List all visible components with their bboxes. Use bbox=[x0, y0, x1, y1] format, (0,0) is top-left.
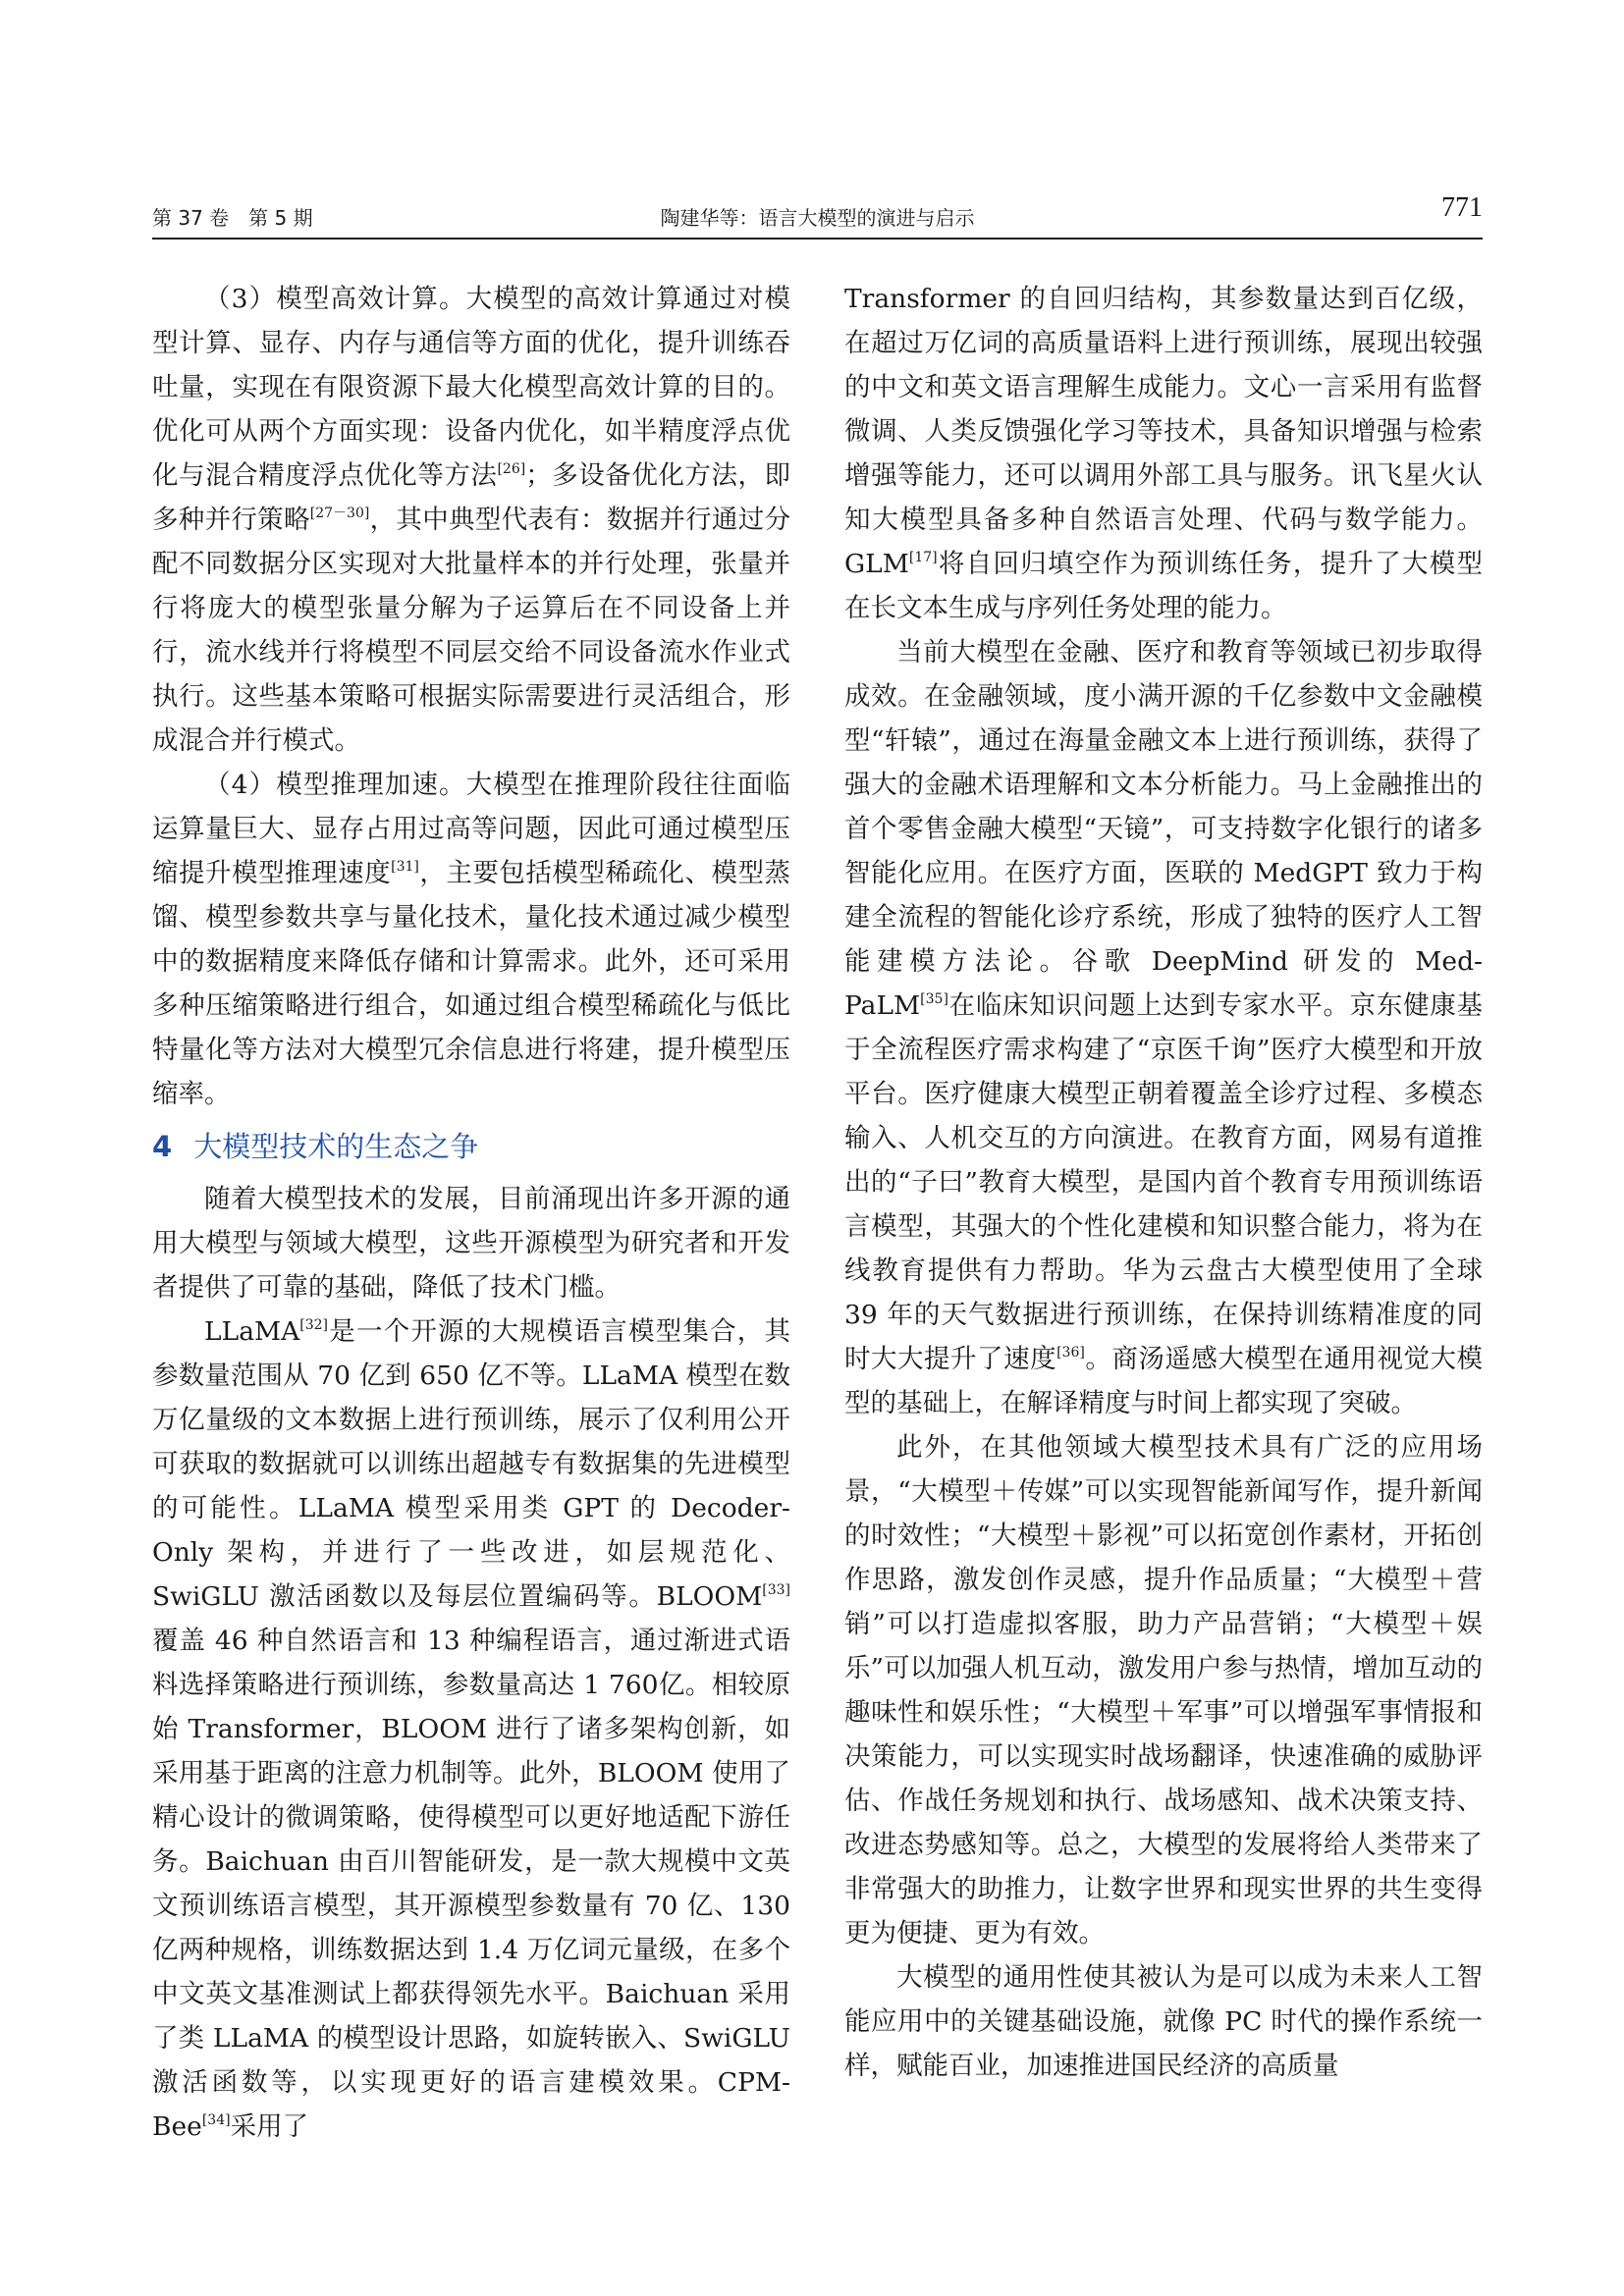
paragraph-other-applications: 此外，在其他领域大模型技术具有广泛的应用场景，“大模型＋传媒”可以实现智能新闻写作，提升新闻的时效性；“大模型＋影视”可以拓宽创作素材，开拓创作思路，激发创作灵感，提升作品质量；“大模型＋营销”可以打造虚拟客服，助力产品营销；“大模型＋娱乐”可以加强人机互动，激发用户参与热情，增加互动的趣味性和娱乐性；“大模型＋军事”可以增强军事情报和决策能力，可以实现实时战场翻译，快速准确的威胁评估、作战任务规划和执行、战场感知、战术决策支持、改进态势感知等。总之，大模型的发展将给人类带来了非常强大的助推力，让数字世界和现实世界的共生变得更为便捷、更为有效。 bbox=[844, 1432, 1483, 1949]
section-number: 4 bbox=[152, 1130, 173, 1163]
text-span: 。商汤遥感大模型在通用视觉大模型的基础上，在解译精度与时间上都实现了突破。 bbox=[844, 1344, 1484, 1418]
page-number: 771 bbox=[1441, 192, 1483, 223]
citation: [26] bbox=[497, 460, 526, 477]
text-span: 在临床知识问题上达到专家水平。京东健康基于全流程医疗需求构建了“京医千询”医疗大模型和开放平台。医疗健康大模型正朝着覆盖全诊疗过程、多模态输入、人机交互的方向演进。在教育方面，网易有道推出的“子曰”教育大模型，是国内首个教育专用预训练语言模型，其强大的个性化建模和知识整合能力，将为在线教育提供有力帮助。华为云盘古大模型使用了全球 39 年的天气数据进行预训练，在保持训练精准度的同时大大提升了速度 bbox=[844, 990, 1483, 1374]
citation: [17] bbox=[908, 549, 938, 565]
citation: [35] bbox=[920, 990, 948, 1007]
paragraph-inference-acceleration bbox=[152, 763, 790, 1116]
left-column bbox=[152, 277, 790, 2149]
text-span: LLaMA bbox=[204, 1316, 300, 1347]
text-span: ；多设备优化方法，即多种并行策略 bbox=[152, 460, 791, 535]
right-column bbox=[844, 277, 1483, 2088]
running-header bbox=[152, 192, 1483, 240]
text-span: （3）模型高效计算。大模型的高效计算通过对模型计算、显存、内存与通信等方面的优化，提升训练吞吐量，实现在有限资源下最大化模型高效计算的目的。优化可从两个方面实现：设备内优化，如半精度浮点优化与混合精度浮点优化等方法 bbox=[152, 284, 790, 491]
text-span: （4）模型推理加速。大模型在推理阶段往往面临运算量巨大、显存占用过高等问题，因此可通过模型压缩提升模型推理速度 bbox=[152, 770, 790, 888]
text-span: ，主要包括模型稀疏化、模型蒸馏、模型参数共享与量化技术，量化技术通过减少模型中的数据精度来降低存储和计算需求。此外，还可采用多种压缩策略进行组合，如通过组合模型稀疏化与低比特量化等方法对大模型冗余信息进行将建，提升模型压缩率。 bbox=[152, 858, 791, 1109]
citation: [34] bbox=[201, 2111, 231, 2128]
section-heading bbox=[152, 1122, 790, 1171]
section-title: 大模型技术的生态之争 bbox=[193, 1130, 479, 1163]
paragraph-infrastructure: 大模型的通用性使其被认为是可以成为未来人工智能应用中的关键基础设施，就像 PC 时代的操作系统一样，赋能百业，加速推进国民经济的高质量 bbox=[844, 1962, 1483, 2081]
citation: [36] bbox=[1056, 1344, 1085, 1361]
text-span: 将自回归填空作为预训练任务，提升了大模型在长文本生成与序列任务处理的能力。 bbox=[844, 549, 1483, 623]
citation: [31] bbox=[391, 858, 419, 875]
text-span: 覆盖 46 种自然语言和 13 种编程语言，通过渐进式语料选择策略进行预训练，参数量高达 1 760亿。相较原始 Transformer，BLOOM 进行了诸多架构创新，如采用基于距离的注意力机制等。此外，BLOOM 使用了精心设计的微调策略，使得模型可以更好地适配下游任务。Baichuan 由百川智能研发，是一款大规模中文英文预训练语言模型，其开源模型参数量有 70 亿、130 亿两种规格，训练数据达到 1.4 万亿词元量级，在多个中文英文基准测试上都获得领先水平。Baichuan 采用了类 LLaMA 的模型设计思路，如旋转嵌入、SwiGLU 激活函数等，以实现更好的语言建模效果。CPM-Bee bbox=[152, 1626, 790, 2142]
paragraph-domain-models bbox=[844, 630, 1483, 1425]
text-span: 当前大模型在金融、医疗和教育等领域已初步取得成效。在金融领域，度小满开源的千亿参数中文金融模型“轩辕”，通过在海量金融文本上进行预训练，获得了强大的金融术语理解和文本分析能力。马上金融推出的首个零售金融大模型“天镜”，可支持数字化银行的诸多智能化应用。在医疗方面，医联的 MedGPT 致力于构建全流程的智能化诊疗系统，形成了独特的医疗人工智能建模方法论。谷歌 DeepMind 研发的 Med-PaLM bbox=[844, 637, 1483, 1021]
citation: [32] bbox=[299, 1316, 329, 1333]
text-span: 是一个开源的大规模语言模型集合，其参数量范围从 70 亿到 650 亿不等。LLaMA 模型在数万亿量级的文本数据上进行预训练，展示了仅利用公开可获取的数据就可以训练出超越专有数据集的先进模型的可能性。LLaMA 模型采用类 GPT 的 Decoder-Only 架构，并进行了一些改进，如层规范化、SwiGLU 激活函数以及每层位置编码等。BLOOM bbox=[152, 1316, 790, 1612]
paragraph-open-models-continued bbox=[844, 277, 1483, 630]
paragraph-open-models bbox=[152, 1309, 790, 2149]
text-span: 采用了 bbox=[230, 2111, 309, 2142]
paragraph-efficient-compute bbox=[152, 277, 790, 763]
paragraph-ecosystem-intro: 随着大模型技术的发展，目前涌现出许多开源的通用大模型与领域大模型，这些开源模型为研究者和开发者提供了可靠的基础，降低了技术门槛。 bbox=[152, 1184, 790, 1303]
text-span: ，其中典型代表有：数据并行通过分配不同数据分区实现对大批量样本的并行处理，张量并行将庞大的模型张量分解为子运算后在不同设备上并行，流水线并行将模型不同层交给不同设备流水作业式执行。这些基本策略可根据实际需要进行灵活组合，形成混合并行模式。 bbox=[152, 505, 791, 756]
volume-issue: 第 37 卷 第 5 期 bbox=[152, 206, 313, 230]
citation: [27－30] bbox=[309, 505, 370, 521]
running-title: 陶建华等：语言大模型的演进与启示 bbox=[660, 206, 975, 230]
citation: [33] bbox=[762, 1581, 790, 1598]
text-span: Transformer 的自回归结构，其参数量达到百亿级，在超过万亿词的高质量语料上进行预训练，展现出较强的中文和英文语言理解生成能力。文心一言采用有监督微调、人类反馈强化学习等技术，具备知识增强与检索增强等能力，还可以调用外部工具与服务。讯飞星火认知大模型具备多种自然语言处理、代码与数学能力。GLM bbox=[844, 284, 1483, 579]
